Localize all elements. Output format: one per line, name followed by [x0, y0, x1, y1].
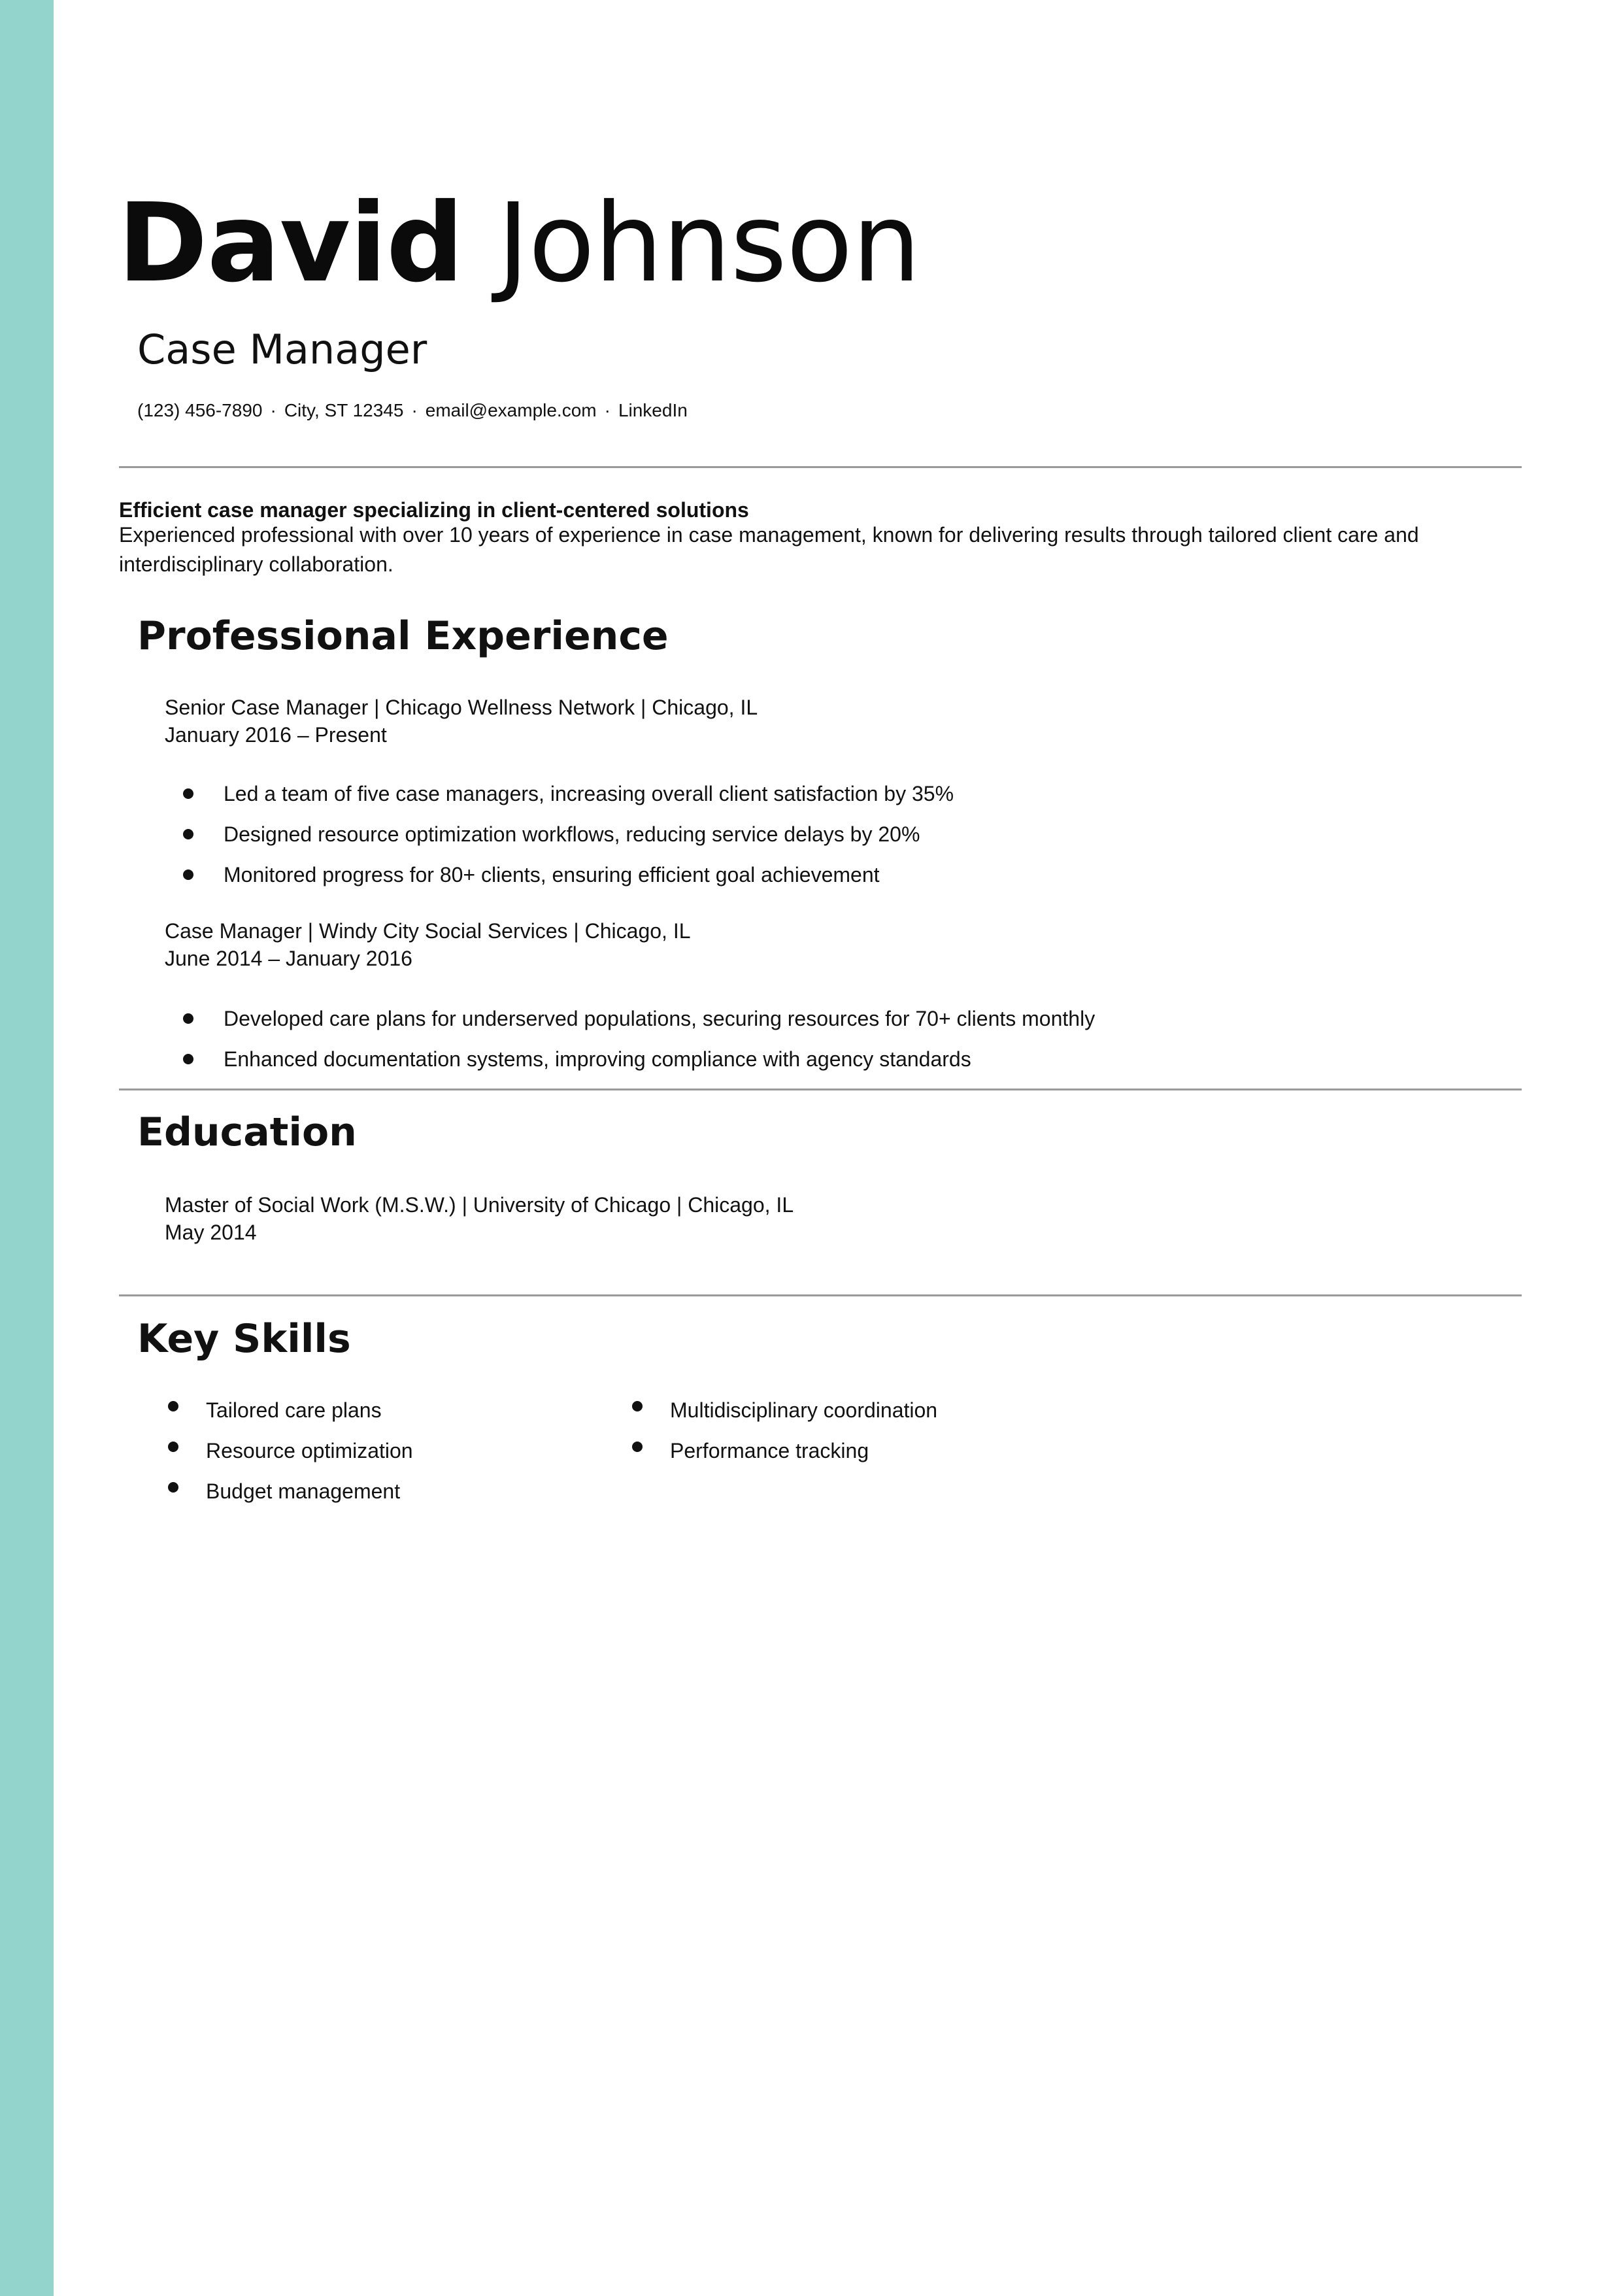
education-date: May 2014 [165, 1221, 257, 1244]
skill-text: Budget management [206, 1479, 401, 1503]
first-name: David [118, 180, 463, 307]
list-item [631, 1390, 937, 1430]
bullet-icon [632, 1401, 643, 1411]
list-item [167, 1471, 413, 1511]
job-bullet-list [165, 998, 1095, 1079]
contact-separator: · [411, 400, 418, 420]
bullet-icon [632, 1442, 643, 1452]
contact-separator: · [604, 400, 611, 420]
divider [119, 466, 1522, 468]
education-degree: Master of Social Work (M.S.W.) | University of Chicago | Chicago, IL [165, 1193, 794, 1217]
skills-column-1 [167, 1390, 413, 1511]
bullet-text: Developed care plans for underserved populations, securing resources for 70+ clients monthly [224, 1007, 1096, 1030]
contact-email[interactable]: email@example.com [425, 400, 597, 420]
contact-line [137, 400, 688, 421]
bullet-text: Monitored progress for 80+ clients, ensuring efficient goal achievement [224, 863, 880, 886]
job-title: Case Manager [137, 326, 427, 373]
accent-side-bar [0, 0, 54, 2296]
contact-linkedin[interactable]: LinkedIn [618, 400, 688, 420]
summary-body: Experienced professional with over 10 years of experience in case management, known for delivering results through tailored client care and interdisciplinary collaboration. [119, 523, 1419, 576]
list-item [165, 773, 954, 814]
contact-phone: (123) 456-7890 [137, 400, 263, 420]
list-item [631, 1430, 937, 1471]
job-dates: January 2016 – Present [165, 723, 387, 747]
list-item [167, 1390, 413, 1430]
divider [119, 1089, 1522, 1090]
education-section-title: Education [137, 1109, 357, 1155]
bullet-icon [168, 1442, 178, 1452]
list-item [167, 1430, 413, 1471]
skill-text: Resource optimization [206, 1439, 413, 1462]
job-heading: Case Manager | Windy City Social Services | Chicago, IL [165, 919, 691, 943]
bullet-icon [183, 1054, 193, 1064]
bullet-icon [183, 788, 193, 799]
job-dates: June 2014 – January 2016 [165, 947, 412, 970]
job-bullet-list [165, 773, 954, 895]
skills-section-title: Key Skills [137, 1316, 351, 1362]
skill-text: Tailored care plans [206, 1398, 382, 1422]
candidate-name [118, 180, 920, 307]
experience-section-title: Professional Experience [137, 613, 669, 659]
skill-text: Multidisciplinary coordination [670, 1398, 938, 1422]
bullet-text: Enhanced documentation systems, improving compliance with agency standards [224, 1047, 971, 1071]
list-item [165, 814, 954, 854]
last-name: Johnson [497, 180, 920, 307]
summary-headline: Efficient case manager specializing in client-centered solutions [119, 498, 749, 522]
contact-separator: · [270, 400, 276, 420]
bullet-icon [168, 1401, 178, 1411]
bullet-icon [183, 1013, 193, 1024]
bullet-text: Led a team of five case managers, increasing overall client satisfaction by 35% [224, 782, 954, 805]
list-item [165, 998, 1095, 1039]
divider [119, 1294, 1522, 1296]
skills-column-2 [631, 1390, 937, 1471]
bullet-text: Designed resource optimization workflows, reducing service delays by 20% [224, 822, 920, 846]
skill-text: Performance tracking [670, 1439, 869, 1462]
bullet-icon [183, 829, 193, 839]
list-item [165, 1039, 1095, 1079]
bullet-icon [183, 869, 193, 880]
bullet-icon [168, 1482, 178, 1493]
job-heading: Senior Case Manager | Chicago Wellness Network | Chicago, IL [165, 696, 758, 719]
list-item [165, 854, 954, 895]
contact-location: City, ST 12345 [284, 400, 404, 420]
